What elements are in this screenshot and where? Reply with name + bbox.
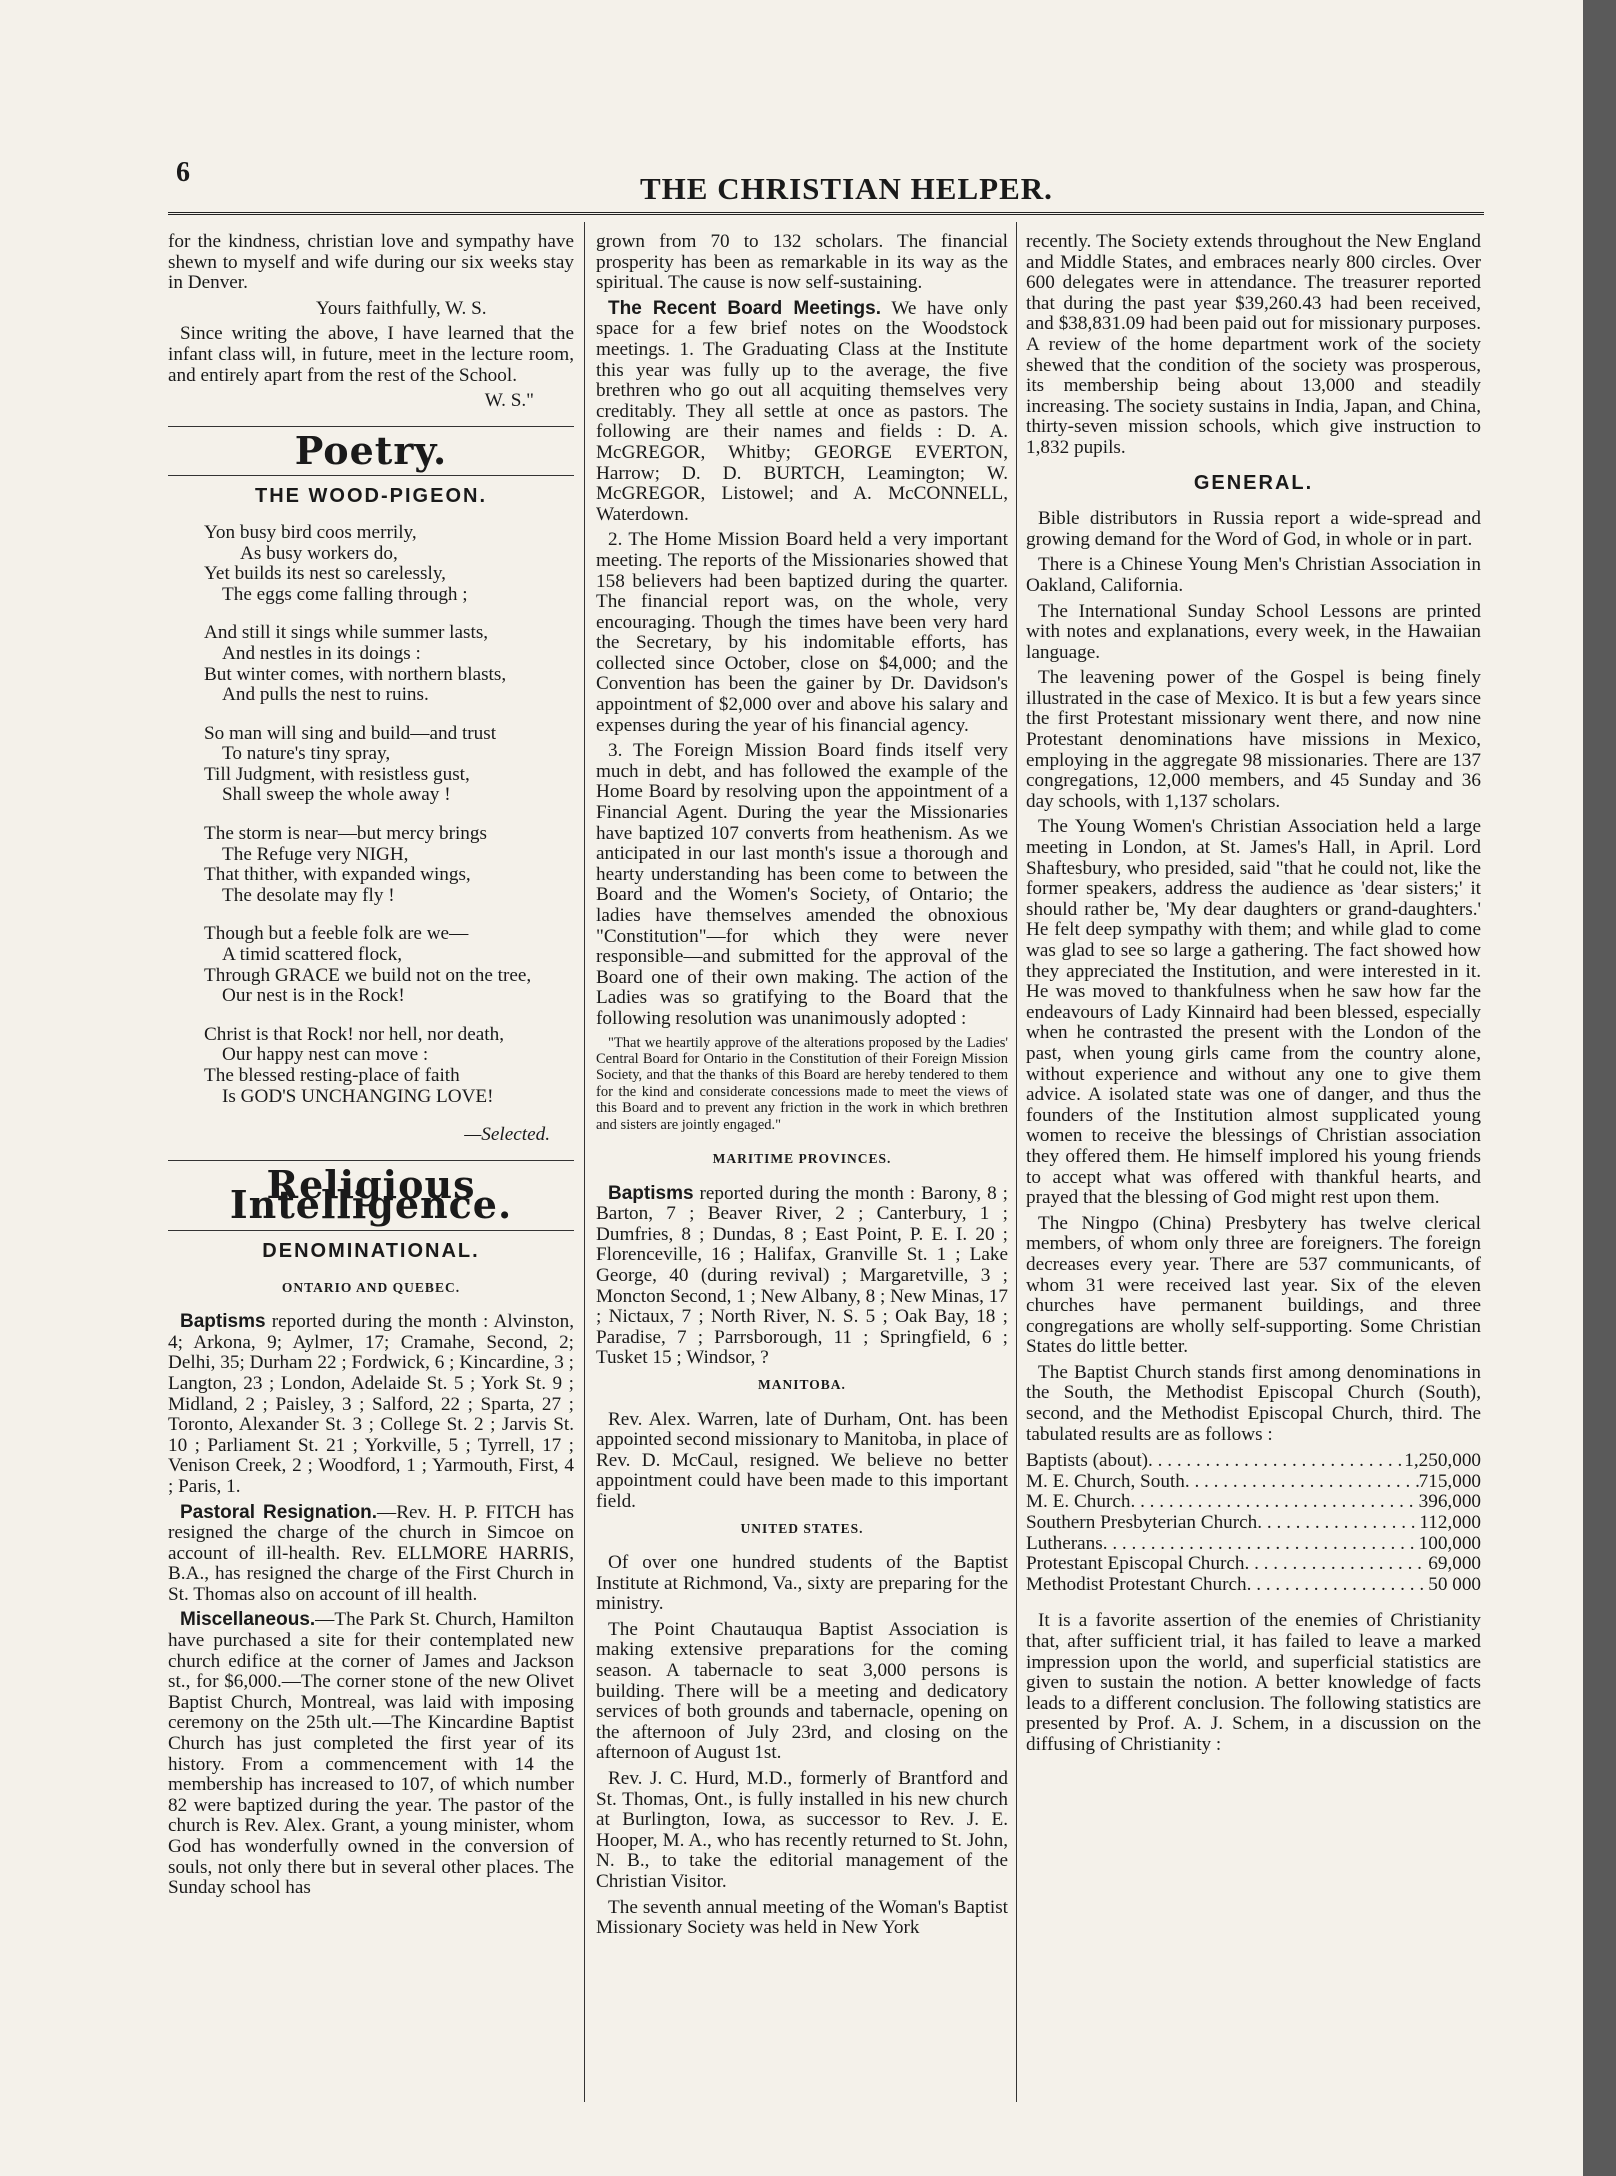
poem-line: Yet builds its nest so carelessly, — [204, 563, 446, 585]
letter-ending: for the kindness, christian love and sympathy have shewn to myself and wife during our six weeks stay in Denver. — [168, 231, 574, 294]
manitoba-heading: MANITOBA. — [758, 1376, 846, 1392]
statistics-row — [1026, 1492, 1481, 1513]
statistics-row — [1026, 1575, 1481, 1596]
poem-stanza — [204, 824, 574, 906]
statistics-row — [1026, 1534, 1481, 1555]
column-2 — [596, 232, 1008, 2092]
statistics-label: Lutherans — [1026, 1532, 1103, 1554]
statistics-label: Southern Presbyterian Church — [1026, 1512, 1258, 1534]
poem-stanza — [204, 523, 574, 605]
us-paragraph: The seventh annual meeting of the Woman's Baptist Missionary Society was held in New York — [596, 1896, 1008, 1939]
ontario-quebec-heading: ONTARIO AND QUEBEC. — [281, 1279, 461, 1295]
section-divider — [168, 1230, 574, 1231]
pastoral-paragraph — [168, 1503, 574, 1606]
statistics-value: 50 000 — [1428, 1573, 1481, 1595]
general-paragraph: The Ningpo (China) Presbytery has twelve clerical members, of whom only three are foreigners. The foreign decreases every year. There are 537 communicants, of whom 31 were received last year. Six of the eleven churches have permanent buildings, and three congregations are wholly self-supporting. Some Christian States do little better. — [1026, 1212, 1481, 1358]
poem-line: The storm is near—but mercy brings — [204, 823, 487, 845]
maritime-text: reported during the month : Barony, 8 ; Barton, 7 ; Beaver River, 2 ; Canterbury, 1 ; Dumfries, 8 ; Dundas, 8 ; East Point, P. E. I. 20 ; Florenceville, 16 ; Halifax, Granville St. 1 ; Lake George, 40 (during revival) ; Margaretville, 3 ; Moncton Second, 1 ; New Albany, 8 ; New Minas, 17 ; Nictaux, 7 ; North River, N. S. 5 ; Oak Bay, 18 ; Paradise, 7 ; Parrsborough, 11 ; Springfield, 6 ; Tusket 15 ; Windsor, ? — [596, 1182, 1009, 1369]
poem-line: The desolate may fly ! — [222, 884, 395, 906]
poem-line: Though but a feeble folk are we— — [204, 923, 469, 945]
board-paragraph — [596, 299, 1008, 526]
misc-text: —The Park St. Church, Hamilton have purchased a site for their contemplated new church edifice at the corner of James and Jackson st., for $6,000.—The corner stone of the new Olivet Baptist Church, Montreal, was laid with imposing ceremony on the 25th ult.—The Kincardine Baptist Church has just completed the first year of its history. From a commencement with 14 the membership has increased to 107, of which number 82 were baptized during the year. The pastor of the church is Rev. Alex. Grant, a young minister, whom God has wonderfully owned in the conversion of souls, not only there but in several other places. The Sunday school has — [168, 1609, 574, 1899]
statistics-value: 1,250,000 — [1404, 1450, 1481, 1472]
poem-line: The eggs come falling through ; — [222, 583, 468, 605]
poem-line: The blessed resting-place of faith — [204, 1065, 460, 1086]
postscript-signature: W. S." — [484, 390, 534, 412]
poem-line: A timid scattered flock, — [222, 944, 403, 966]
statistics-row — [1026, 1554, 1481, 1575]
general-paragraph: The Baptist Church stands first among denominations in the South, the Methodist Episcopal Church (South), second, and the Methodist Episcopal Church, third. The tabulated results are as follows : — [1026, 1361, 1481, 1445]
poem-stanza — [204, 724, 574, 806]
general-paragraph: The International Sunday School Lessons are printed with notes and explanations, every week, in the Hawaiian language. — [1026, 600, 1481, 663]
resolution-quote: "That we heartily approve of the alterations proposed by the Ladies' Central Board for Ontario in the Constitution of their Foreign Mission Society, and that the thanks of this Board are hereby tendered to them for the kind and considerate concessions made to meet the views of this Board and to prevent any friction in the work in which brethren and sisters are jointly engaged." — [596, 1034, 1008, 1133]
poem-line: And still it sings while summer lasts, — [204, 622, 489, 644]
header-rule — [168, 212, 1484, 215]
statistics-value: 396,000 — [1418, 1491, 1481, 1513]
manitoba-paragraph: Rev. Alex. Warren, late of Durham, Ont. has been appointed second missionary to Manitoba, in place of Rev. D. McCaul, resigned. We believe no better appointment could have been made to this important field. — [596, 1408, 1008, 1512]
general-paragraph: There is a Chinese Young Men's Christian Association in Oakland, California. — [1026, 554, 1481, 596]
foreign-mission-paragraph: 3. The Foreign Mission Board finds itself very much in debt, and has followed the example of the Home Board by resolving upon the appointment of a Financial Agent. During the year the Missionaries have baptized 107 converts from heathenism. As we anticipated in our last month's issue a thorough and hearty understanding has been come to between the Board and the Women's Society, of Ontario; the ladies have themselves amended the obnoxious "Constitution"—for which they were never responsible—and submitted for the approval of the Board one of their own making. The action of the Ladies was so gratifying to the Board that the following resolution was unanimously adopted : — [596, 740, 1008, 1029]
poem-credit: —Selected. — [464, 1124, 550, 1146]
pastoral-heading: Pastoral Resignation. — [180, 1501, 378, 1523]
maritime-paragraph — [596, 1184, 1008, 1369]
poem-line: Our happy nest can move : — [222, 1044, 429, 1066]
poem-line: But winter comes, with northern blasts, — [204, 663, 507, 685]
maritime-baptisms-heading: Baptisms — [608, 1182, 694, 1204]
poem-title: THE WOOD-PIGEON. — [255, 485, 487, 508]
letter-signature: Yours faithfully, W. S. — [316, 297, 487, 319]
baptisms-text: reported during the month : Alvinston, 4; Arkona, 9; Aylmer, 17; Cramahe, Second, 2; Delhi, 35; Durham 22 ; Fordwick, 6 ; Kincardine, 3 ; Langton, 23 ; London, Adelaide St. 5 ; York St. 9 ; Midland, 2 ; Paisley, 3 ; Salford, 22 ; Sparta, 27 ; Toronto, Alexander St. 3 ; College St. 2 ; Jarvis St. 10 ; Parliament St. 21 ; Yorkville, 5 ; Tyrrell, 17 ; Venison Creek, 2 ; Woodford, 1 ; Yarmouth, First, 4 ; Paris, 1. — [168, 1311, 574, 1497]
postscript: Since writing the above, I have learned that the infant class will, in future, meet in the lecture room, and entirely apart from the rest of the School. — [168, 323, 574, 386]
page-number: 6 — [176, 157, 190, 188]
general-paragraph: The Young Women's Christian Association held a large meeting in London, at St. James's Hall, in April. Lord Shaftesbury, who presided, said "that he could not, like the former speakers, address the audience as 'dear sisters;' it should rather be, 'My dear daughters or grand-daughters.' He felt deep sympathy with them; and while glad to come was glad to see so large a gathering. The fact showed how they appreciated the Institution, and were interested in it. He was moved to thankfulness when he saw how far the endeavours of Lady Kinnaird had been blessed, especially when he contrasted the present with the London of the past, when young girls came from the country alone, without experience and without any one to give them advice. A isolated state was one of danger, and thus the founders of the Institution almost supplicated young women to receive the blessings of Christian association they offered them. He himself implored his young friends to accept what was offered with thankful hearts, and prayed that the blessing of God might rest upon them. — [1026, 816, 1481, 1209]
poem-line: That thither, with expanded wings, — [204, 864, 471, 886]
poem-line: The Refuge very NIGH, — [222, 843, 409, 865]
statistics-row — [1026, 1513, 1481, 1534]
statistics-value: 69,000 — [1428, 1553, 1481, 1575]
us-paragraph: The Point Chautauqua Baptist Association is making extensive preparations for the coming season. A tabernacle to seat 3,000 persons is building. There will be a meeting and dedicatory services of both grounds and tabernacle, opening on the afternoon of July 23rd, and closing on the afternoon of August 1st. — [596, 1618, 1008, 1764]
column-1 — [168, 232, 574, 2092]
maritime-heading: MARITIME PROVINCES. — [712, 1151, 892, 1166]
continued-paragraph: recently. The Society extends throughout the New England and Middle States, and embraces nearly 800 circles. Over 600 delegates were in attendance. The treasurer reported that during the past year $39,260.43 had been received, and $38,831.09 had been paid out for missionary purposes. A review of the home department work of the society shewed that the condition of the society was prosperous, its membership being about 13,000 and steadily increasing. The society sustains in India, Japan, and China, thirty-seven mission schools, which give instruction to 1,832 pupils. — [1026, 231, 1481, 458]
poem-line: And pulls the nest to ruins. — [222, 684, 429, 706]
poem-line: So man will sing and build—and trust — [204, 722, 497, 744]
general-paragraph: The leavening power of the Gospel is being finely illustrated in the case of Mexico. It is but a few years since the first Protestant missionary went there, and now nine Protestant denominations have missions in Mexico, employing in the aggregate 98 missionaries. There are 137 congregations, 12,000 members, and 45 Sunday and 36 day schools, with 1,137 scholars. — [1026, 667, 1481, 812]
statistics-table — [1026, 1451, 1481, 1595]
us-paragraph: Of over one hundred students of the Baptist Institute at Richmond, Va., sixty are preparing for the ministry. — [596, 1552, 1008, 1615]
masthead-title: THE CHRISTIAN HELPER. — [640, 171, 1053, 206]
misc-paragraph — [168, 1610, 574, 1898]
column-3 — [1026, 232, 1481, 2092]
poem-line: And nestles in its doings : — [222, 642, 421, 664]
poem-stanza — [204, 623, 574, 705]
statistics-label: Protestant Episcopal Church — [1026, 1553, 1245, 1575]
statistics-label: M. E. Church, South — [1026, 1470, 1185, 1492]
poem-line: Shall sweep the whole away ! — [222, 784, 451, 806]
statistics-value: 112,000 — [1419, 1512, 1481, 1534]
us-paragraph: Rev. J. C. Hurd, M.D., formerly of Brantford and St. Thomas, Ont., is fully installed in his new church at Burlington, Iowa, as successor to Rev. J. E. Hooper, M. A., who has recently returned to St. John, N. B., to take the editorial management of the Christian Visitor. — [596, 1768, 1008, 1892]
baptisms-heading: Baptisms — [180, 1311, 266, 1333]
general-heading: GENERAL. — [1193, 471, 1314, 494]
statistics-value: 715,000 — [1418, 1470, 1481, 1492]
general-paragraph: Bible distributors in Russia report a wide-spread and growing demand for the Word of God, in whole or in part. — [1026, 508, 1481, 550]
statistics-value: 100,000 — [1418, 1532, 1481, 1554]
united-states-heading: UNITED STATES. — [740, 1520, 864, 1536]
column-rule — [584, 222, 585, 2102]
statistics-label: M. E. Church — [1026, 1491, 1131, 1513]
poem-line: Yon busy bird coos merrily, — [204, 521, 417, 543]
continued-paragraph: grown from 70 to 132 scholars. The financial prosperity has been as remarkable in its way as the spiritual. The cause is now self-sustaining. — [596, 231, 1008, 294]
poem-line: Christ is that Rock! nor hell, nor death, — [204, 1023, 505, 1045]
statistics-row — [1026, 1472, 1481, 1493]
poem-line: Till Judgment, with resistless gust, — [204, 763, 470, 785]
pastoral-text: —Rev. H. P. FITCH has resigned the charge of the church in Simcoe on account of ill-health. Rev. ELLMORE HARRIS, B.A., has resigned the charge of the First Church in St. Thomas also on account of ill health. — [168, 1501, 574, 1605]
home-mission-paragraph: 2. The Home Mission Board held a very important meeting. The reports of the Missionaries showed that 158 believers had been baptized during the quarter. The financial report was, on the whole, very encouraging. Though the times have been very hard the Secretary, by his indomitable efforts, has collected since October, close on $4,000; and the Convention has been the gainer by Dr. Davidson's appointment of $2,000 over and above his salary and expenses during the year of his financial agency. — [596, 529, 1008, 736]
section-divider — [168, 426, 574, 427]
section-divider — [168, 475, 574, 476]
poem-line: Our nest is in the Rock! — [222, 985, 405, 1007]
poem-stanza — [204, 1025, 574, 1107]
denominational-heading: DENOMINATIONAL. — [262, 1239, 480, 1262]
column-rule — [1016, 222, 1017, 2102]
poem-line: To nature's tiny spray, — [222, 743, 391, 765]
board-heading: The Recent Board Meetings. — [608, 297, 882, 319]
board-text: We have only space for a few brief notes on the Woodstock meetings. 1. The Graduating Class at the Institute this year was fully up to the average, the five brethren who go out all acquiting themselves very creditably. They all settle at once as pastors. The following are their names and fields : D. A. McGREGOR, Whitby; GEORGE EVERTON, Harrow; D. D. BURTCH, Leamington; W. McGREGOR, Listowel; and A. McCONNELL, Waterdown. — [596, 297, 1009, 525]
general-paragraph: It is a favorite assertion of the enemies of Christianity that, after sufficient trial, it has failed to leave a marked impression upon the world, and superficial statistics are given to sustain the notion. A better knowledge of facts leads to a different conclusion. The following statistics are presented by Prof. A. J. Schem, in a discussion on the diffusing of Christianity : — [1026, 1610, 1481, 1755]
poem-line: Is GOD'S UNCHANGING LOVE! — [222, 1085, 494, 1107]
poem — [168, 523, 574, 1107]
baptisms-paragraph — [168, 1312, 574, 1497]
section-divider — [168, 1160, 574, 1161]
poem-line: Through GRACE we build not on the tree, — [204, 964, 532, 986]
poem-line: As busy workers do, — [240, 542, 398, 564]
poem-stanza — [204, 924, 574, 1006]
misc-heading: Miscellaneous. — [180, 1609, 316, 1631]
statistics-row — [1026, 1451, 1481, 1472]
religious-intelligence-banner: Religious Intelligence. — [229, 1161, 513, 1228]
statistics-label: Baptists (about) — [1026, 1450, 1149, 1472]
poetry-banner: Poetry. — [294, 427, 448, 473]
statistics-label: Methodist Protestant Church — [1026, 1573, 1247, 1595]
